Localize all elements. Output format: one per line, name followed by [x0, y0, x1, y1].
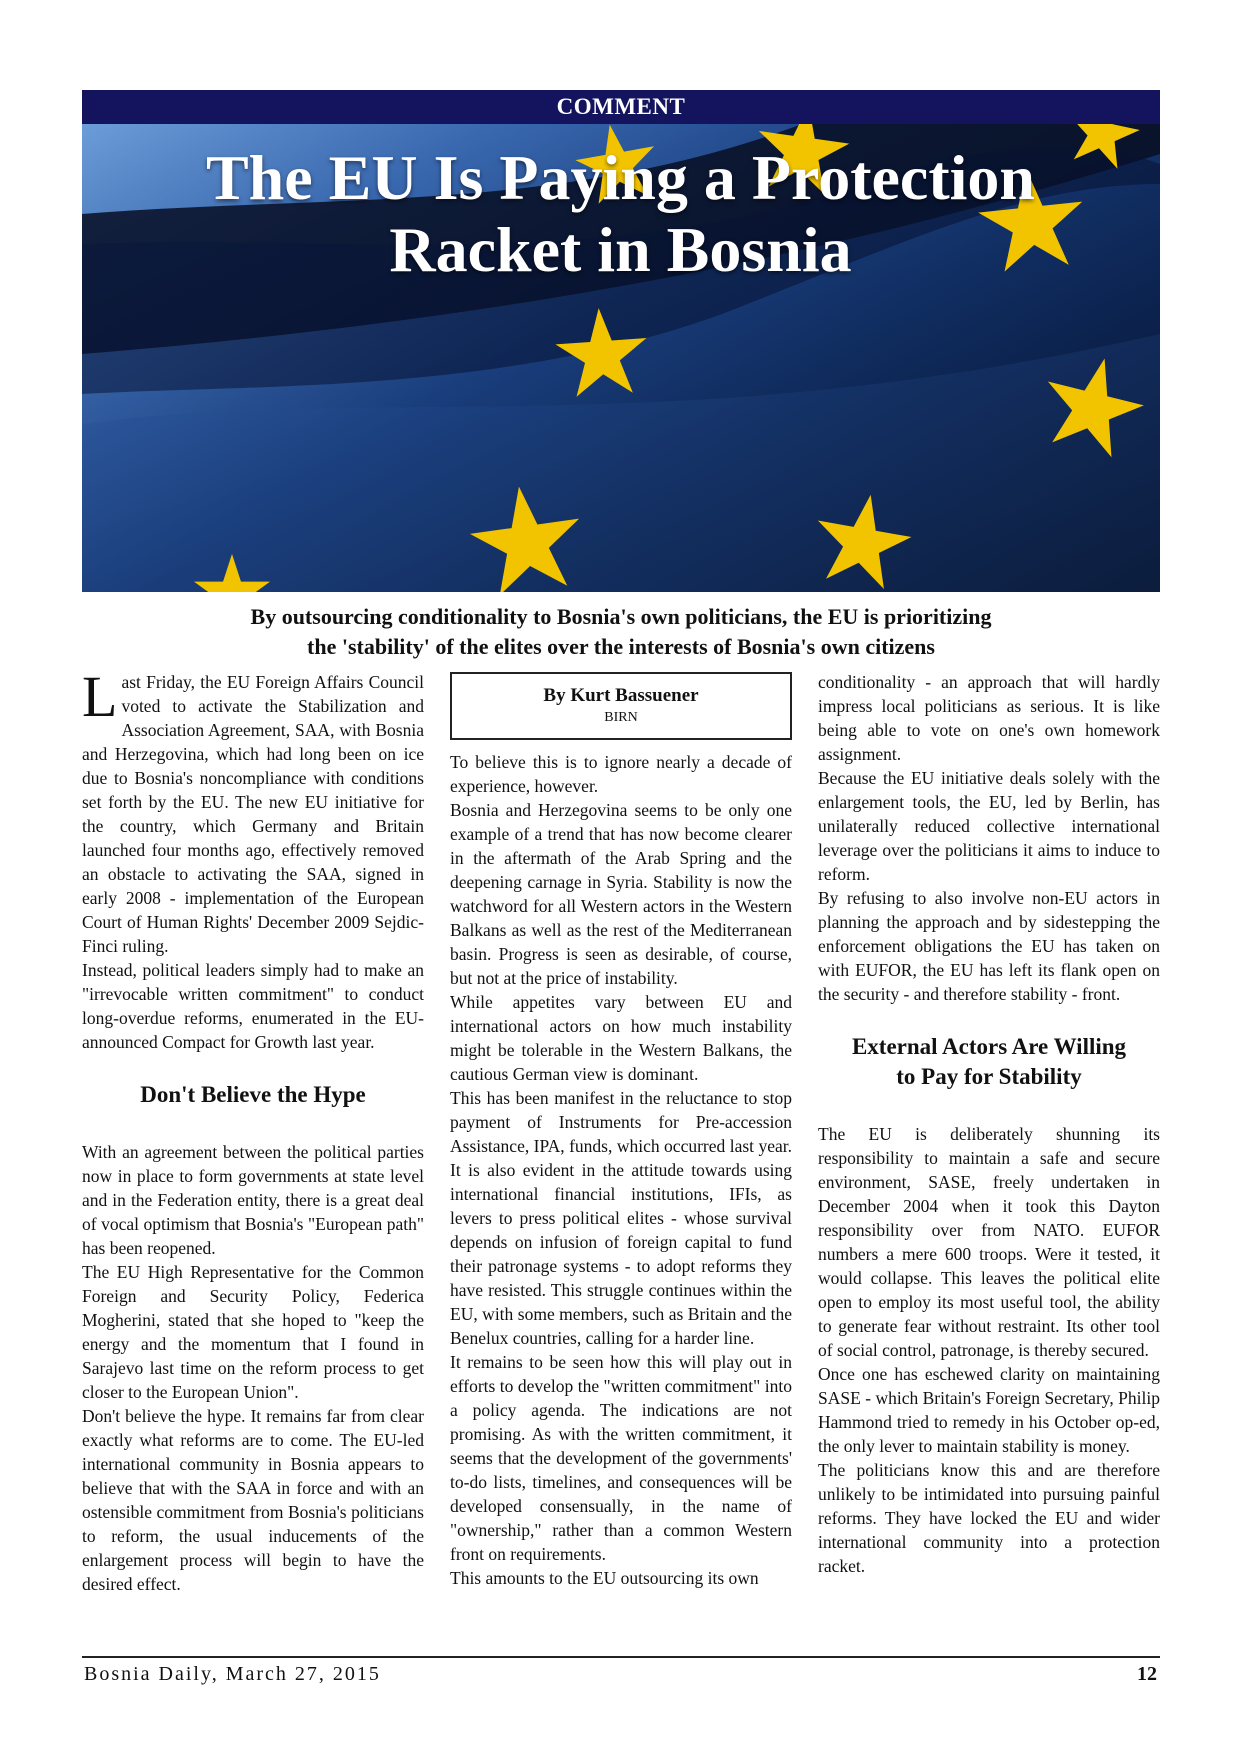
paragraph: With an agreement between the political parties now in place to form governments at state level and in the Federation entity, there is a great deal of vocal optimism that Bosnia's "European path" has been reopened.	[82, 1142, 424, 1258]
column-3	[818, 670, 1160, 1578]
paragraph: Bosnia and Herzegovina seems to be only one example of a trend that has now become clearer in the aftermath of the Arab Spring and the deepening carnage in Syria. Stability is now the watchword for all Western actors in the Western Balkans as well as the rest of the Mediterranean basin. Progress is seen as desirable, of course, but not at the price of instability.	[450, 800, 792, 988]
deck-line-2: the 'stability' of the elites over the interests of Bosnia's own citizens	[307, 634, 935, 659]
paragraph: Last Friday, the EU Foreign Affairs Council voted to activate the Stabilization and Association Agreement, SAA, with Bosnia and Herzegovina, which had long been on ice due to Bosnia's noncompliance with conditions set forth by the EU. The new EU initiative for the country, which Germany and Britain launched four months ago, effectively removed an obstacle to activating the SAA, signed in early 2008 - implementation of the European Court of Human Rights' December 2009 Sejdic-Finci ruling.	[82, 664, 424, 956]
article-headline	[0, 142, 1241, 286]
section-heading-line-2: to Pay for Stability	[896, 1064, 1082, 1089]
paragraph: The EU High Representative for the Common Foreign and Security Policy, Federica Mogherini, stated that she hoped to "keep the energy and the momentum that I found in Sarajevo last time on the reform process to get closer to the European Union".	[82, 1262, 424, 1402]
paragraph: Because the EU initiative deals solely with the enlargement tools, the EU, led by Berlin, has unilaterally reduced collective international leverage over the politicians it aims to induce to reform.	[818, 768, 1160, 884]
paragraph: Instead, political leaders simply had to make an "irrevocable written commitment" to conduct long-overdue reforms, enumerated in the EU-announced Compact for Growth last year.	[82, 960, 424, 1052]
deck-line-1: By outsourcing conditionality to Bosnia's own politicians, the EU is prioritizing	[250, 604, 992, 629]
paragraph: This amounts to the EU outsourcing its own	[450, 1568, 759, 1588]
section-banner: COMMENT	[82, 90, 1160, 124]
paragraph: By refusing to also involve non-EU actors in planning the approach and by sidestepping the enforcement obligations the EU has taken on with EUFOR, the EU has left its flank open on the security - and therefore stability - front.	[818, 888, 1160, 1004]
paragraph: The politicians know this and are therefore unlikely to be intimidated into pursuing painful reforms. They have locked the EU and wider international community into a protection racket.	[818, 1460, 1160, 1576]
section-heading-line-1: External Actors Are Willing	[851, 1034, 1127, 1059]
paragraph: Once one has eschewed clarity on maintaining SASE - which Britain's Foreign Secretary, Philip Hammond tried to remedy in his October op-ed, the only lever to maintain stability is money.	[818, 1364, 1160, 1456]
paragraph: The EU is deliberately shunning its responsibility to maintain a safe and secure environment, SASE, freely undertaken in December 2004 when it took this Dayton responsibility over from NATO. EUFOR numbers a mere 600 troops. Were it tested, it would collapse. This leaves the political elite open to employ its most useful tool, the ability to generate fear without restraint. Its other tool of social control, patronage, is thereby secured.	[818, 1124, 1160, 1360]
page-number: 12	[1137, 1663, 1157, 1685]
drop-cap: L	[82, 664, 118, 729]
paragraph: Don't believe the hype. It remains far from clear exactly what reforms are to come. The EU-led international community in Bosnia appears to believe that with the SAA in force and with an ostensible commitment from Bosnia's politicians to reform, the usual inducements of the enlargement process will begin to have the desired effect.	[82, 1406, 424, 1594]
paragraph: To believe this is to ignore nearly a decade of experience, however.	[450, 752, 792, 796]
headline-line-2: Racket in Bosnia	[389, 214, 852, 285]
headline-line-1: The EU Is Paying a Protection	[205, 142, 1036, 213]
byline-organization: BIRN	[604, 710, 638, 725]
article-deck	[82, 602, 1160, 662]
paragraph: It remains to be seen how this will play out in efforts to develop the "written commitment" into a policy agenda. The indications are not promising. As with the written commitment, it seems that the development of the governments' to-do lists, timelines, and consequences will be developed consensually, in the name of "ownership," rather than a common Western front on requirements.	[450, 1352, 792, 1564]
footer-publication: Bosnia Daily, March 27, 2015	[84, 1663, 381, 1685]
byline-author: By Kurt Bassuener	[543, 685, 699, 706]
byline-box	[450, 672, 792, 740]
column-2	[450, 670, 792, 1590]
section-heading	[818, 1032, 1160, 1092]
section-heading: Don't Believe the Hype	[140, 1082, 366, 1107]
column-1	[82, 664, 424, 1596]
footer-rule	[82, 1656, 1160, 1658]
paragraph: While appetites vary between EU and international actors on how much instability might be tolerable in the Western Balkans, the cautious German view is dominant.	[450, 992, 792, 1084]
paragraph: This has been manifest in the reluctance to stop payment of Instruments for Pre-accession Assistance, IPA, funds, which occurred last year. It is also evident in the attitude towards using international financial institutions, IFIs, as levers to press political elites - whose survival depends on infusion of foreign capital to fund their patronage systems - to adopt reforms they have resisted. This struggle continues within the EU, with some members, such as Britain and the Benelux countries, calling for a harder line.	[450, 1088, 792, 1348]
paragraph: conditionality - an approach that will hardly impress local politicians as serious. It is like being able to vote on one's own homework assignment.	[818, 672, 1160, 764]
